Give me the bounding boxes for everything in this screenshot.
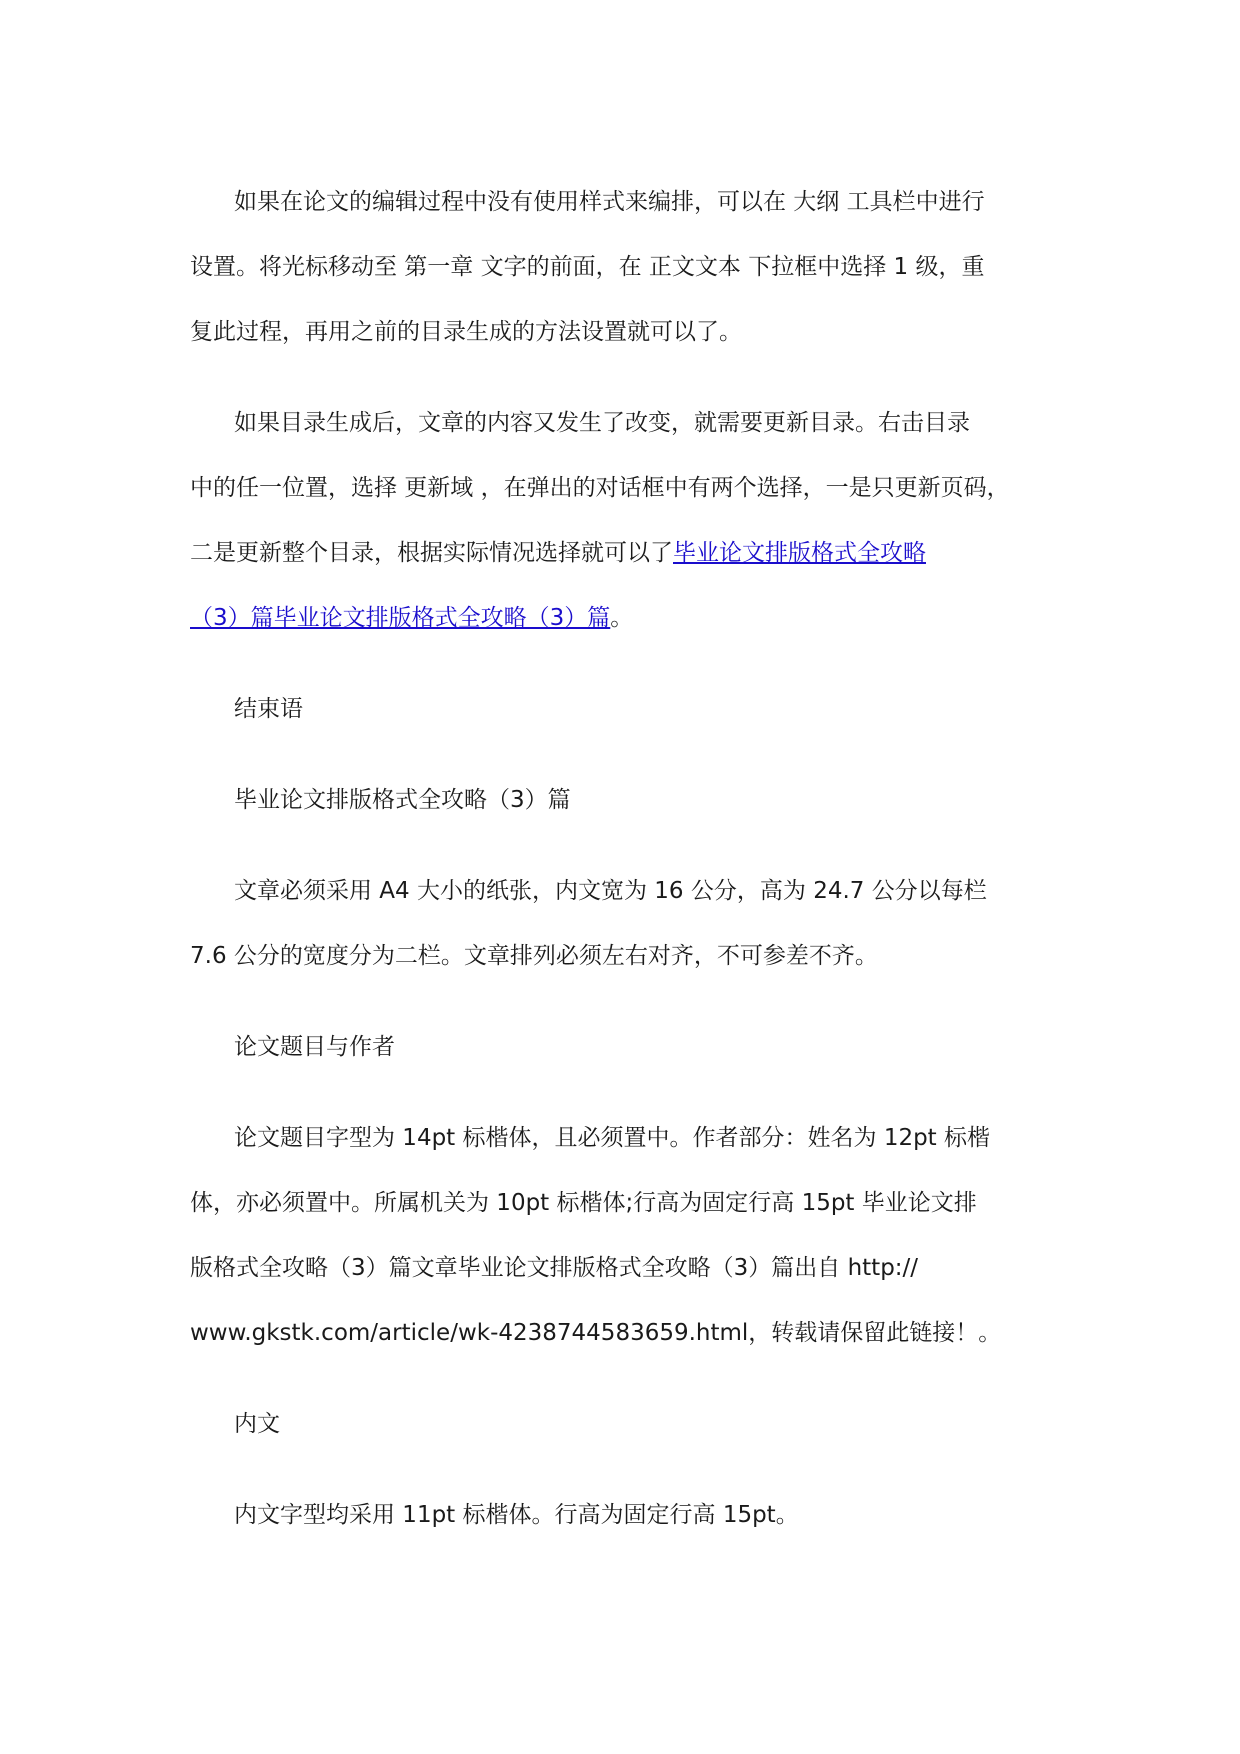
text-line: www.gkstk.com/article/wk-4238744583659.html，转载请保留此链接！。 (190, 1320, 1002, 1346)
text-line (190, 521, 1090, 586)
text-line: 设置。将光标移动至 第一章 文字的前面，在 正文文本 下拉框中选择 1 级，重 (190, 254, 985, 280)
text-line: 复此过程，再用之前的目录生成的方法设置就可以了。 (190, 319, 742, 345)
text-line: 如果在论文的编辑过程中没有使用样式来编排，可以在 大纲 工具栏中进行 (234, 189, 985, 215)
paragraph-title-font (190, 1106, 1090, 1366)
text-line: 结束语 (234, 696, 303, 722)
paragraph-body-font (190, 1483, 1090, 1548)
text-line: 体，亦必须置中。所属机关为 10pt 标楷体;行高为固定行高 15pt 毕业论文排 (190, 1190, 977, 1216)
text-line (190, 586, 1090, 651)
article-title (190, 768, 1090, 833)
paragraph-update-toc (190, 391, 1090, 651)
text-segment: 二是更新整个目录，根据实际情况选择就可以了 (190, 540, 673, 566)
section-heading-body (190, 1392, 1090, 1457)
section-heading-title-author (190, 1015, 1090, 1080)
text-line: 内文字型均采用 11pt 标楷体。行高为固定行高 15pt。 (234, 1502, 799, 1528)
text-line: 文章必须采用 A4 大小的纸张，内文宽为 16 公分，高为 24.7 公分以每栏 (234, 878, 987, 904)
paragraph-outline-toolbar (190, 170, 1090, 365)
document-body (190, 170, 1090, 1574)
article-link[interactable]: 毕业论文排版格式全攻略 (673, 540, 926, 566)
text-line: 版格式全攻略（3）篇文章毕业论文排版格式全攻略（3）篇出自 http:// (190, 1255, 919, 1281)
text-line: 中的任一位置，选择 更新域 ，在弹出的对话框中有两个选择，一是只更新页码， (190, 475, 1010, 501)
paragraph-paper-size (190, 859, 1090, 989)
text-line: 论文题目与作者 (234, 1034, 395, 1060)
text-line: 毕业论文排版格式全攻略（3）篇 (234, 787, 571, 813)
text-line: 如果目录生成后，文章的内容又发生了改变，就需要更新目录。右击目录 (234, 410, 970, 436)
text-line: 内文 (234, 1411, 280, 1437)
section-heading-conclusion (190, 677, 1090, 742)
end-punctuation: 。 (610, 605, 634, 631)
text-line: 7.6 公分的宽度分为二栏。文章排列必须左右对齐，不可参差不齐。 (190, 943, 878, 969)
text-line: 论文题目字型为 14pt 标楷体，且必须置中。作者部分：姓名为 12pt 标楷 (234, 1125, 991, 1151)
article-link[interactable]: （3）篇毕业论文排版格式全攻略（3）篇 (190, 605, 611, 631)
